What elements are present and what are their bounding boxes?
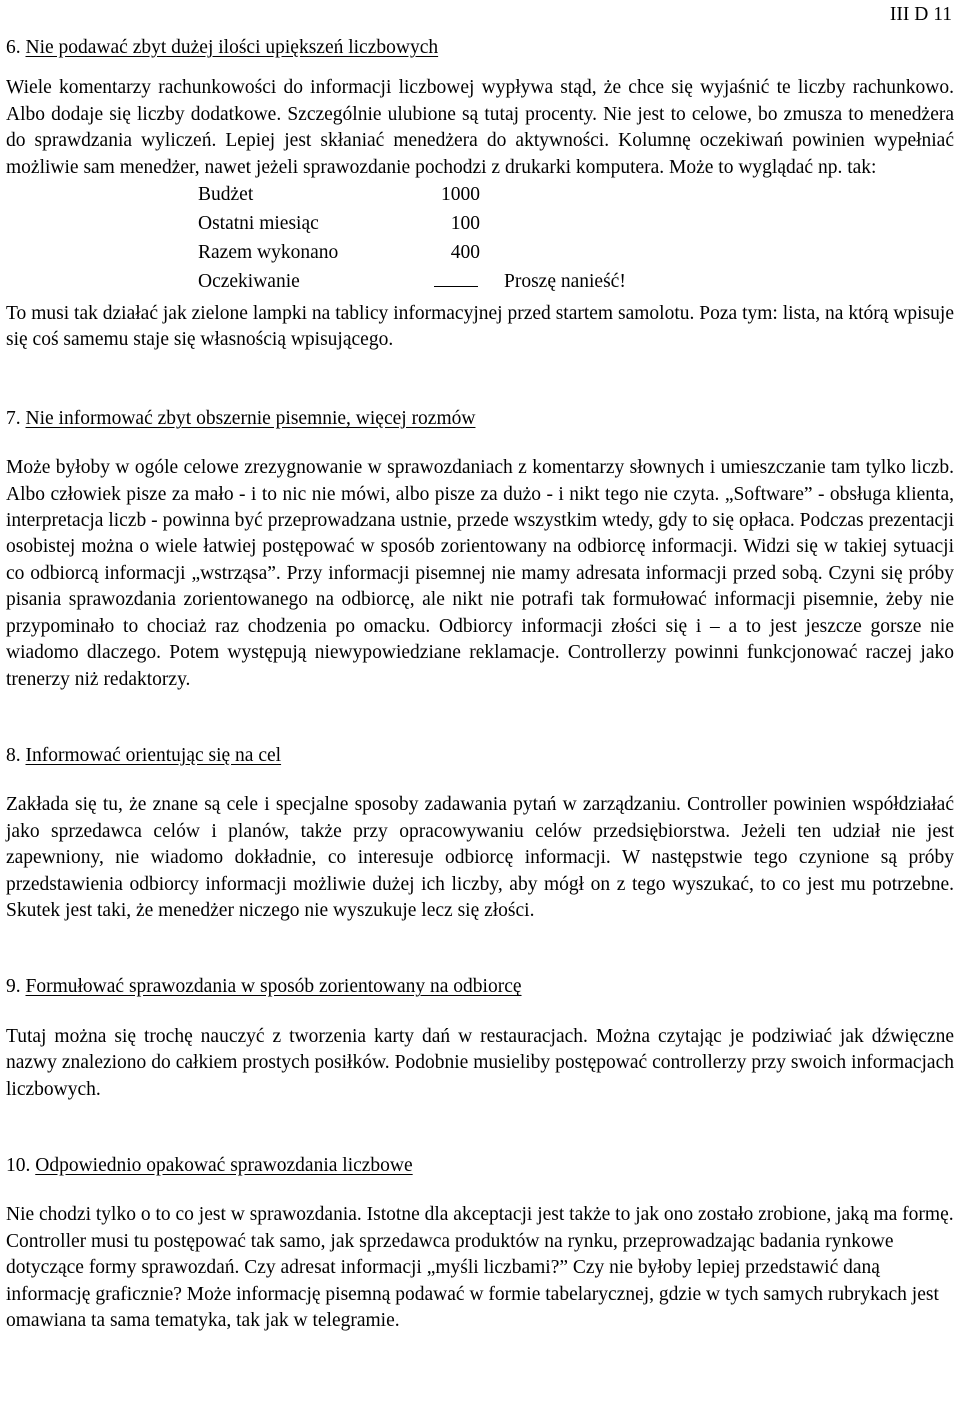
- section-6-title: Nie podawać zbyt dużej ilości upiększeń liczbowych: [25, 37, 439, 58]
- section-10-paragraph-1: Nie chodzi tylko o to co jest w sprawozdania. Istotne dla akceptacji jest także to jak ono zostało zrobione, jaką ma formę. Controller musi tu postępować tak samo, jak sprzedawca produktów na rynku, przeprowadzając badania rynkowe dotyczące formy sprawozdań. Czy adresat informacji „myśli liczbami?” Czy nie byłoby lepiej przedstawić daną informację graficznie? Może informację pisemną podawać w formie tabelarycznej, gdzie w tych samych rubrykach jest omawiana ta sama tematyka, tak jak w telegramie.: [6, 1204, 954, 1331]
- section-8-heading: [6, 743, 954, 769]
- row-value: 1000: [441, 184, 480, 206]
- section-6-paragraph-2: To musi tak działać jak zielone lampki na tablicy informacyjnej przed startem samolotu. Poza tym: lista, na którą wpisuje się coś samemu staje się własnością wpisującego.: [6, 303, 954, 351]
- section-10-number: 10.: [6, 1154, 31, 1176]
- section-8-title: Informować orientując się na cel: [25, 744, 282, 766]
- section-10-heading: [6, 1153, 954, 1179]
- section-6-number: 6.: [6, 37, 21, 58]
- section-7-paragraph-1: Może byłoby w ogóle celowe zrezygnowanie w sprawozdaniach z komentarzy słownych i umieszczanie tam tylko liczb. Albo człowiek pisze za mało - i to nic nie mówi, albo pisze za dużo - i nikt tego nie czyta. „Software” - obsługa klienta, interpretacja liczb - powinna być przeprowadzana ustnie, przede wszystkim wtedy, gdy to się opłaca. Podczas prezentacji osobistej można o wiele łatwiej postępować w sposób zorientowany na odbiorcę informacji. Widzi się w takiej sytuacji co odbiorcą informacji „wstrząsa”. Przy informacji pisemnej nie mamy adresata informacji przed sobą. Czyni się próby pisania sprawozdania zorientowanego na odbiorcę, ale nikt nie potrafi tak formułować informacji pisemnie, żeby nie przypominało to chociaż raz chodzenia po omacku. Odbiorcy informacji złości się i – a to jest jeszcze gorsze nie wiadomo dlaczego. Potem występują niewypowiedziane reklamacje. Controllerzy powinni funkcjonować raczej jako trenerzy niż redaktorzy.: [6, 457, 954, 690]
- document-body: [6, 35, 954, 1334]
- section-6-heading: [6, 35, 954, 61]
- table-row: [198, 239, 626, 268]
- fill-in-note: Proszę nanieść!: [504, 271, 626, 293]
- section-9-number: 9.: [6, 976, 21, 998]
- row-value: 100: [450, 213, 480, 235]
- table-row: [198, 268, 626, 297]
- row-label: Razem wykonano: [198, 242, 339, 264]
- row-label: Ostatni miesiąc: [198, 213, 319, 235]
- row-value: 400: [450, 242, 480, 264]
- fill-in-blank[interactable]: [434, 268, 480, 297]
- page-number: III D 11: [889, 4, 952, 25]
- section-8-paragraph-1: Zakłada się tu, że znane są cele i specjalne sposoby zadawania pytań w zarządzaniu. Controller powinien współdziałać jako sprzedawca celów i planów, także przy opracowywaniu celów przedsiębiorstwa. Jeżeli ten udział nie jest zapewniony, nie wiadomo dokładnie, co interesuje odbiorcę informacji. W następstwie tego czynione są próby przedstawienia odbiorcy informacji możliwie dużej ich liczby, aby mógł on z tego wyszukać, to co jest mu potrzebne. Skutek jest taki, że menedżer niczego nie wyszukuje lecz się złości.: [6, 794, 954, 921]
- section-10-title: Odpowiednio opakować sprawozdania liczbowe: [35, 1154, 413, 1176]
- section-9-heading: [6, 974, 954, 1000]
- section-6-paragraph-1: Wiele komentarzy rachunkowości do informacji liczbowej wypływa stąd, że chce się wyjaśnić te liczby rachunkowo. Albo dodaje się liczby dodatkowe. Szczególnie ulubione są tutaj procenty. Nie jest to celowe, bo zmusza to menedżera do sprawdzania wyliczeń. Lepiej jest skłaniać menedżera do aktywności. Kolumnę oczekiwań powinien wypełniać możliwie sam menedżer, nawet jeżeli sprawozdanie pochodzi z drukarki komputera. Może to wyglądać np. tak:: [6, 77, 954, 178]
- example-table: [198, 181, 626, 297]
- section-7-heading: [6, 406, 954, 432]
- section-8-number: 8.: [6, 744, 21, 766]
- row-label: Oczekiwanie: [198, 271, 300, 293]
- table-row: [198, 181, 626, 210]
- section-7-title: Nie informować zbyt obszernie pisemnie, więcej rozmów: [25, 407, 476, 429]
- section-7-number: 7.: [6, 407, 21, 429]
- section-9-title: Formułować sprawozdania w sposób zorientowany na odbiorcę: [25, 976, 522, 998]
- row-label: Budżet: [198, 184, 254, 206]
- section-9-paragraph-1: Tutaj można się trochę nauczyć z tworzenia karty dań w restauracjach. Można czytając je podziwiać jak dźwięczne nazwy znaleziono do całkiem prostych posiłków. Podobnie musieliby postępować controllerzy przy swoich informacjach liczbowych.: [6, 1025, 954, 1100]
- table-row: [198, 210, 626, 239]
